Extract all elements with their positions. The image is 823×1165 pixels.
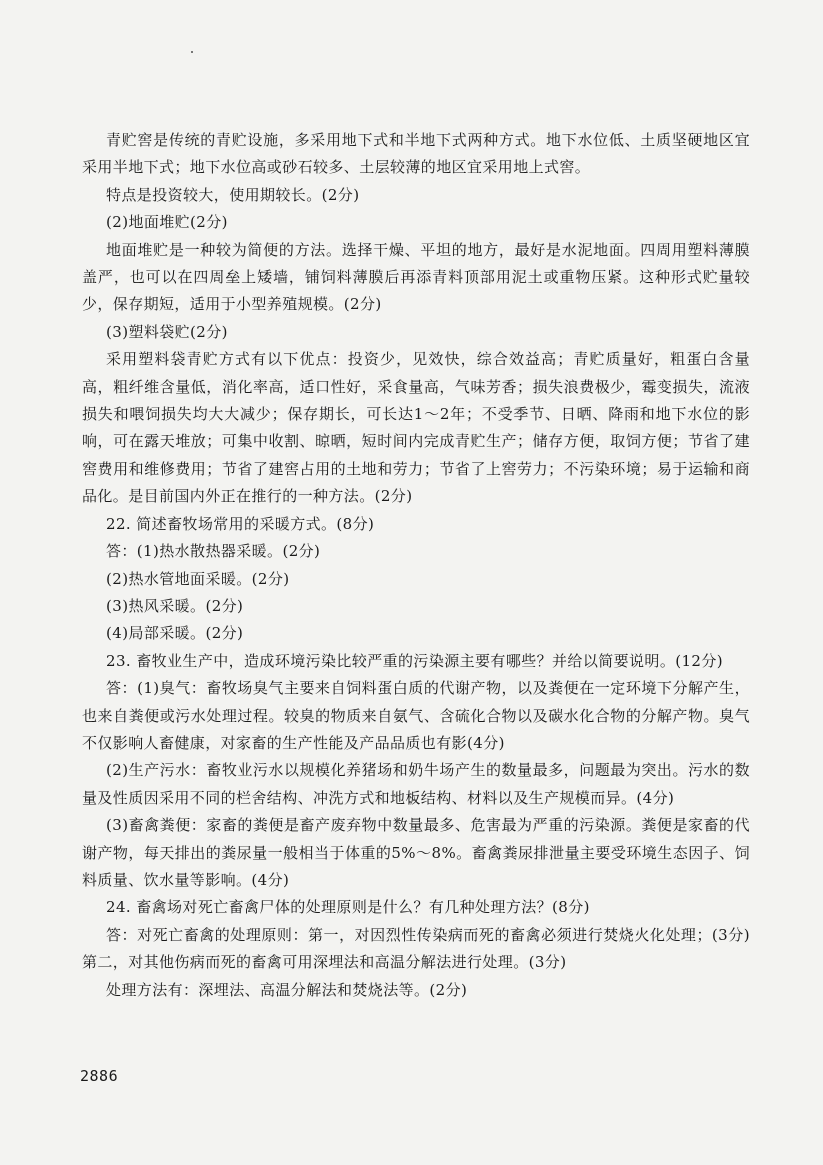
paragraph-plastic-bag: 采用塑料袋青贮方式有以下优点：投资少，见效快，综合效益高；青贮质量好，粗蛋白含量高，粗纤维含量低，消化率高，适口性好，采食量高，气味芳香；损失浪费极少，霉变损失，流液损失和喂饲损失均大大减少；保存期长，可长达1～2年；不受季节、日晒、降雨和地下水位的影响，可在露天堆放；可集中收割、晾晒，短时间内完成青贮生产；储存方便，取饲方便；节省了建窖费用和维修费用；节省了建窖占用的土地和劳力；节省了上窖劳力；不污染环境；易于运输和商品化。是目前国内外正在推行的一种方法。(2分) [82, 350, 750, 506]
answer-24-methods: 处理方法有：深埋法、高温分解法和焚烧法等。(2分) [106, 980, 468, 999]
paragraph-ground-pile: 地面堆贮是一种较为简便的方法。选择干燥、平坦的地方，最好是水泥地面。四周用塑料薄膜盖严，也可以在四周垒上矮墙，铺饲料薄膜后再添青料顶部用泥土或重物压紧。这种形式贮量较少，保存期短，适用于小型养殖规模。(2分) [82, 240, 750, 314]
paragraph-silage-pit: 青贮窖是传统的青贮设施，多采用地下式和半地下式两种方式。地下水位低、土质坚硬地区宜采用半地下式；地下水位高或砂石较多、土层较薄的地区宜采用地上式窖。 [82, 131, 750, 177]
answer-22-item-2: (2)热水管地面采暖。(2分) [106, 569, 290, 588]
answer-22-item-4: (4)局部采暖。(2分) [106, 624, 244, 643]
scan-speck [191, 51, 193, 53]
question-23: 23. 畜牧业生产中，造成环境污染比较严重的污染源主要有哪些？并给以简要说明。(12分) [106, 651, 724, 670]
heading-ground-pile: (2)地面堆贮(2分) [106, 213, 228, 232]
answer-22-item-1: 答：(1)热水散热器采暖。(2分) [106, 542, 321, 561]
answer-text-body [82, 127, 750, 1004]
paragraph-silage-pit-feature: 特点是投资较大，使用期较长。(2分) [106, 185, 360, 204]
question-22: 22. 简述畜牧场常用的采暖方式。(8分) [106, 514, 375, 533]
answer-23-wastewater: (2)生产污水：畜牧业污水以规模化养猪场和奶牛场产生的数量最多，问题最为突出。污水的数量及性质因采用不同的栏舍结构、冲洗方式和地板结构、材料以及生产规模而异。(4分) [82, 761, 750, 807]
answer-23-odor: 答：(1)臭气：畜牧场臭气主要来自饲料蛋白质的代谢产物，以及粪便在一定环境下分解产生，也来自粪便或污水处理过程。较臭的物质来自氨气、含硫化合物以及碳水化合物的分解产物。臭气不仅影响人畜健康，对家畜的生产性能及产品品质也有影(4分) [82, 679, 750, 752]
answer-23-manure: (3)畜禽粪便：家畜的粪便是畜产废弃物中数量最多、危害最为严重的污染源。粪便是家畜的代谢产物，每天排出的粪尿量一般相当于体重的5%～8%。畜禽粪尿排泄量主要受环境生态因子、饲料质量、饮水量等影响。(4分) [82, 816, 750, 889]
answer-22-item-3: (3)热风采暖。(2分) [106, 596, 244, 615]
page-code: 2886 [80, 1067, 119, 1085]
heading-plastic-bag: (3)塑料袋贮(2分) [106, 322, 228, 341]
answer-24-principle: 答：对死亡畜禽的处理原则：第一，对因烈性传染病而死的畜禽必须进行焚烧火化处理；(3分)第二，对其他伤病而死的畜禽可用深埋法和高温分解法进行处理。(3分) [82, 925, 750, 972]
question-24: 24. 畜禽场对死亡畜禽尸体的处理原则是什么？有几种处理方法？(8分) [106, 898, 590, 917]
